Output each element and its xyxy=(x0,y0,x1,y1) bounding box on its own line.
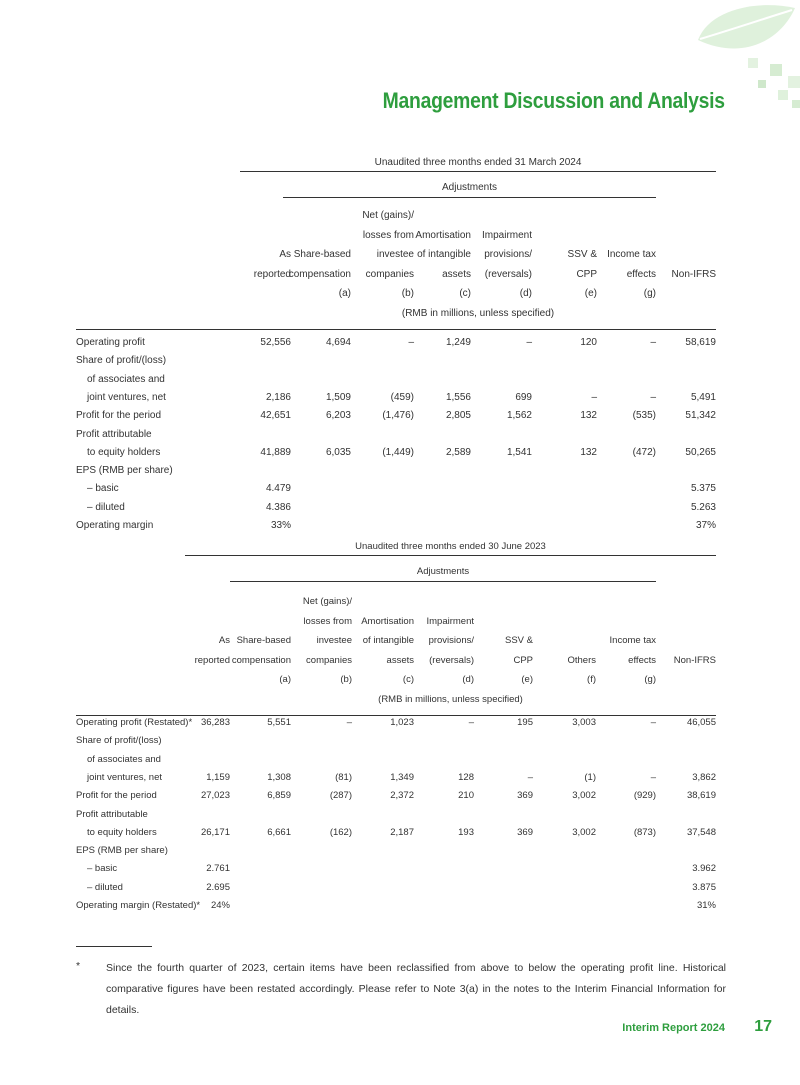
column-header-line: companies xyxy=(365,268,414,280)
column-header-line: of intangible xyxy=(362,635,414,646)
row-label: – diluted xyxy=(87,501,125,513)
table-cell: 5.263 xyxy=(690,501,716,513)
column-header-line: Non-IFRS xyxy=(671,268,716,280)
column-header-line: Amortisation xyxy=(415,229,471,241)
row-label: to equity holders xyxy=(87,826,157,838)
table-cell: – xyxy=(650,771,656,783)
table-cell: 369 xyxy=(517,790,533,802)
row-label: Profit attributable xyxy=(76,428,152,440)
table-cell: – xyxy=(346,717,352,728)
row-label: Operating margin xyxy=(76,520,154,531)
table-cell: 58,619 xyxy=(685,337,716,348)
column-header-line: provisions/ xyxy=(428,635,474,646)
table-cell: 132 xyxy=(580,446,597,458)
column-note: (b) xyxy=(340,674,352,685)
table-cell: 369 xyxy=(517,826,533,838)
column-header-line: Share-based xyxy=(293,249,351,260)
table-cell: 2.695 xyxy=(206,881,230,893)
table-cell: 1,562 xyxy=(506,410,532,422)
table-cell: (287) xyxy=(329,790,352,802)
row-label: joint ventures, net xyxy=(87,771,162,783)
row-label: EPS (RMB per share) xyxy=(76,845,168,857)
table-cell: – xyxy=(650,337,656,348)
column-header-line: of intangible xyxy=(417,249,471,260)
column-note: (a) xyxy=(279,674,291,685)
table-cell: 38,619 xyxy=(686,790,716,802)
units-caption: (RMB in millions, unless specified) xyxy=(378,693,523,705)
table-cell: – xyxy=(650,391,656,403)
table-cell: 4.479 xyxy=(265,483,291,495)
table-cell: 210 xyxy=(458,790,474,802)
column-note: (g) xyxy=(643,288,656,299)
column-header-line: Amortisation xyxy=(361,615,414,627)
table-cell: (162) xyxy=(329,826,352,838)
table-cell: 2,805 xyxy=(445,410,471,422)
table-cell: 5.375 xyxy=(690,483,716,495)
column-header-line: Income tax xyxy=(609,635,656,646)
table-cell: 46,055 xyxy=(686,717,716,728)
column-header-line: Net (gains)/ xyxy=(362,210,414,221)
table-cell: (1) xyxy=(584,771,596,783)
column-header-line: SSV & xyxy=(505,635,533,646)
table-cell: 193 xyxy=(458,826,474,838)
adjustments-rule xyxy=(283,197,656,198)
table-cell: 1,349 xyxy=(390,771,414,783)
non-ifrs-table-q1-2024 xyxy=(0,157,800,537)
table-cell: 1,556 xyxy=(445,391,471,403)
column-note: (a) xyxy=(338,288,351,299)
units-caption: (RMB in millions, unless specified) xyxy=(401,307,555,319)
column-header-line: losses from xyxy=(303,615,352,627)
table-cell: 31% xyxy=(696,900,716,911)
column-header-line: assets xyxy=(442,268,471,280)
adjustments-caption: Adjustments xyxy=(441,182,498,193)
table-cell: (929) xyxy=(633,790,656,802)
column-header-line: companies xyxy=(306,654,352,666)
column-header-line: Impairment xyxy=(426,615,474,627)
table-cell: 5,491 xyxy=(690,391,716,403)
table-cell: 195 xyxy=(517,717,533,728)
row-label: Profit for the period xyxy=(76,410,162,422)
table-cell: 51,342 xyxy=(685,410,716,422)
table-cell: (1,449) xyxy=(382,446,414,458)
row-label: of associates and xyxy=(87,373,165,385)
table-cell: 5,551 xyxy=(267,717,291,728)
table-cell: 3.875 xyxy=(692,881,716,893)
table-cell: 27,023 xyxy=(200,790,230,802)
table-cell: 41,889 xyxy=(260,446,291,458)
row-label: Share of profit/(loss) xyxy=(76,735,162,747)
column-header-line: compensation xyxy=(288,268,351,280)
page-title: Management Discussion and Analysis xyxy=(382,88,725,113)
column-header-line: As xyxy=(218,635,230,646)
table-cell: 120 xyxy=(580,337,597,348)
column-note: (d) xyxy=(519,288,532,299)
column-header-line: As xyxy=(279,249,291,260)
table-cell: 36,283 xyxy=(200,717,230,728)
table-cell: (472) xyxy=(632,446,656,458)
column-header-line: assets xyxy=(386,654,414,666)
table-cell: 1,023 xyxy=(390,717,414,728)
column-header-line: effects xyxy=(628,654,656,666)
table-cell: 2.761 xyxy=(206,863,230,875)
table-caption: Unaudited three months ended 31 March 2024 xyxy=(374,157,582,168)
column-header-line: Net (gains)/ xyxy=(302,596,352,607)
table-cell: 3,002 xyxy=(572,826,596,838)
table-cell: 37% xyxy=(695,520,716,531)
table-cell: 52,556 xyxy=(260,337,291,348)
table-cell: 2,372 xyxy=(390,790,414,802)
table-cell: 3,002 xyxy=(572,790,596,802)
table-cell: 2,589 xyxy=(445,446,471,458)
table-cell: 132 xyxy=(580,410,597,422)
table-cell: – xyxy=(526,337,532,348)
column-note: (b) xyxy=(401,288,414,299)
column-header-line: CPP xyxy=(513,654,533,666)
column-header-line: SSV & xyxy=(567,249,597,260)
column-note: (e) xyxy=(584,288,597,299)
table-cell: 1,159 xyxy=(206,771,230,783)
table-cell: 6,035 xyxy=(325,446,351,458)
column-header-line: reported xyxy=(194,654,230,666)
adjustments-rule xyxy=(230,581,656,582)
table-cell: 42,651 xyxy=(260,410,291,422)
table-cell: (1,476) xyxy=(382,410,414,422)
header-rule xyxy=(76,329,716,330)
table-cell: 128 xyxy=(458,771,474,783)
column-header-line: Share-based xyxy=(236,635,291,646)
footnote-text: Since the fourth quarter of 2023, certain items have been reclassified from above to below the operating profit line. Historical comparative figures have been restated accordingly. Please refer to Note 3(a) in the notes to the Interim Financial Information for details. xyxy=(106,962,726,1016)
row-label: EPS (RMB per share) xyxy=(76,465,173,477)
column-header-line: Non-IFRS xyxy=(673,654,716,666)
header-rule xyxy=(76,715,716,716)
table-cell: 6,859 xyxy=(267,790,291,802)
column-header-line: (reversals) xyxy=(484,268,532,280)
table-cell: 2,187 xyxy=(390,826,414,838)
table-cell: 3,003 xyxy=(572,717,596,728)
caption-rule xyxy=(240,171,716,172)
column-header-line: investee xyxy=(376,249,414,260)
column-note: (e) xyxy=(521,674,533,685)
column-note: (g) xyxy=(644,674,656,685)
row-label: Operating profit xyxy=(76,337,145,348)
column-note: (d) xyxy=(462,674,474,685)
row-label: – diluted xyxy=(87,881,123,893)
adjustments-caption: Adjustments xyxy=(416,566,470,577)
table-cell: 3.962 xyxy=(692,863,716,875)
table-cell: 1,509 xyxy=(325,391,351,403)
table-cell: 3,862 xyxy=(692,771,716,783)
table-cell: 6,661 xyxy=(267,826,291,838)
footnote-divider xyxy=(76,946,152,947)
table-cell: 1,308 xyxy=(267,771,291,783)
table-cell: (535) xyxy=(632,410,656,422)
table-cell: 37,548 xyxy=(686,826,716,838)
table-cell: 4,694 xyxy=(325,337,351,348)
page-number: 17 xyxy=(754,1018,772,1035)
column-header-line: investee xyxy=(316,635,352,646)
column-header-line: CPP xyxy=(576,268,597,280)
table-cell: 33% xyxy=(270,520,291,531)
table-cell: 50,265 xyxy=(685,446,716,458)
row-label: – basic xyxy=(87,483,119,495)
table-cell: (81) xyxy=(335,771,352,783)
table-cell: (873) xyxy=(633,826,656,838)
row-label: Profit attributable xyxy=(76,808,148,820)
table-cell: 4.386 xyxy=(265,501,291,513)
report-name: Interim Report 2024 xyxy=(622,1022,725,1034)
table-cell: 1,541 xyxy=(506,446,532,458)
table-cell: – xyxy=(408,337,414,348)
table-cell: 24% xyxy=(210,900,230,911)
row-label: Operating profit (Restated)* xyxy=(76,717,193,728)
table-cell: 1,249 xyxy=(445,337,471,348)
table-cell: – xyxy=(650,717,656,728)
row-label: of associates and xyxy=(87,753,161,765)
table-cell: 2,186 xyxy=(265,391,291,403)
table-cell: – xyxy=(527,771,533,783)
table-cell: – xyxy=(591,391,597,403)
table-cell: 6,203 xyxy=(325,410,351,422)
table-cell: – xyxy=(468,717,474,728)
row-label: Share of profit/(loss) xyxy=(76,355,167,367)
non-ifrs-table-q2-2023 xyxy=(0,541,800,916)
row-label: joint ventures, net xyxy=(87,391,166,403)
caption-rule xyxy=(185,555,716,556)
row-label: Profit for the period xyxy=(76,790,157,802)
column-header-line: (reversals) xyxy=(429,654,474,666)
column-note: (f) xyxy=(587,674,596,685)
column-header-line: Income tax xyxy=(607,249,656,260)
column-header-line: compensation xyxy=(231,654,291,666)
table-caption: Unaudited three months ended 30 June 2023 xyxy=(355,541,546,552)
column-header-line: provisions/ xyxy=(484,249,532,260)
table-cell: (459) xyxy=(390,391,414,403)
row-label: – basic xyxy=(87,863,118,875)
row-label: Operating margin (Restated)* xyxy=(76,900,201,911)
table-cell: 26,171 xyxy=(200,826,230,838)
column-note: (c) xyxy=(402,674,414,685)
column-header-line: effects xyxy=(626,268,656,280)
column-header-line: Others xyxy=(567,654,596,666)
row-label: to equity holders xyxy=(87,446,161,458)
table-cell: 699 xyxy=(515,391,532,403)
column-header-line: Impairment xyxy=(481,229,532,241)
footnote-mark: * xyxy=(76,960,81,972)
column-note: (c) xyxy=(459,288,471,299)
column-header-line: reported xyxy=(253,268,291,280)
column-header-line: losses from xyxy=(362,229,414,241)
